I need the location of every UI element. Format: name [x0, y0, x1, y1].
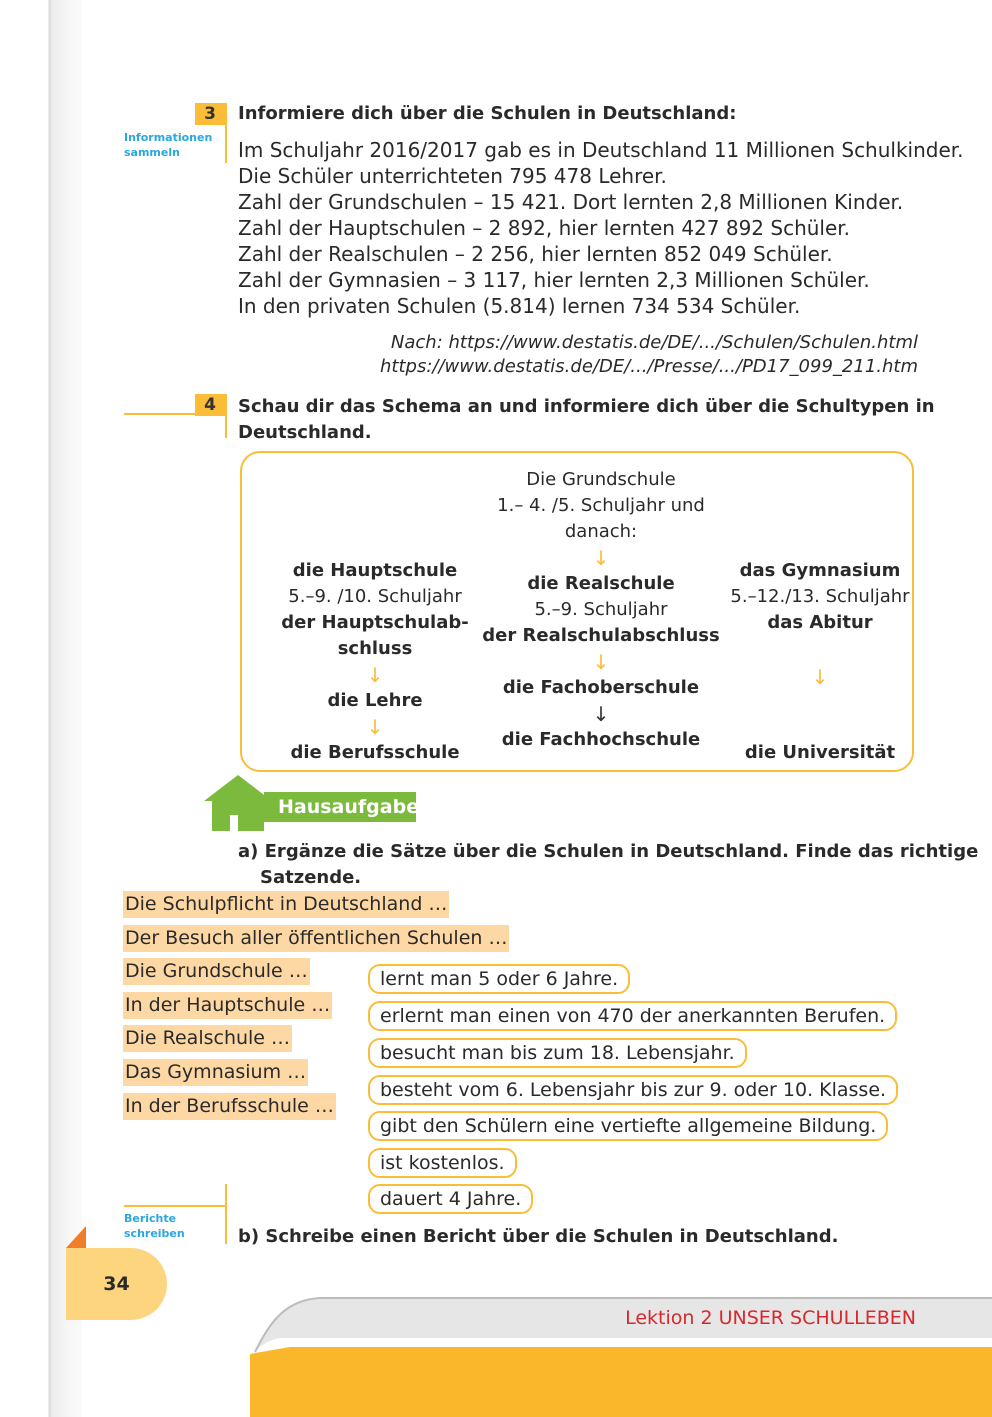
page-number: 34: [66, 1248, 167, 1320]
homework-task-b: b) Schreibe einen Bericht über die Schulen in Deutschland.: [238, 1226, 839, 1247]
side-label-informationen: Informationen sammeln: [124, 131, 213, 159]
task3-text: [238, 137, 964, 319]
sentence-start: Die Realschule …: [123, 1025, 292, 1052]
sentence-ending[interactable]: gibt den Schülern eine vertiefte allgemeine Bildung.: [368, 1111, 888, 1141]
task3-heading: Informiere dich über die Schulen in Deutschland:: [238, 103, 737, 124]
sentence-start: In der Hauptschule …: [123, 992, 332, 1019]
margin-line: [225, 103, 227, 163]
schema-left-column: die Hauptschule 5.–9. /10. Schuljahr der Hauptschulab- schluss ↓ die Lehre ↓ die Berufsschule: [270, 558, 480, 766]
margin-line: [124, 1205, 225, 1207]
text-line: Die Schüler unterrichteten 795 478 Lehrer.: [238, 164, 667, 188]
sentence-start: Die Schulpflicht in Deutschland …: [123, 891, 449, 918]
down-arrow-icon: ↓: [366, 663, 384, 687]
homework-task-a: a) Ergänze die Sätze über die Schulen in Deutschland. Finde das richtige Satzende.: [238, 841, 979, 888]
down-arrow-icon: ↓: [592, 650, 610, 674]
book-spine: [0, 0, 82, 1417]
sentence-ending[interactable]: erlernt man einen von 470 der anerkannten Berufen.: [368, 1001, 897, 1031]
task4-heading: Schau dir das Schema an und informiere dich über die Schultypen in Deutschland.: [238, 396, 935, 443]
schema-right-column: das Gymnasium 5.–12./13. Schuljahr das Abitur: [730, 560, 910, 633]
margin-line: [225, 1184, 227, 1244]
down-arrow-icon: ↓: [592, 546, 610, 570]
down-arrow-icon: ↓: [811, 665, 829, 689]
task-number-4: 4: [195, 394, 225, 416]
schema-universitaet: die Universität: [744, 742, 896, 763]
sentence-ending[interactable]: lernt man 5 oder 6 Jahre.: [368, 964, 630, 994]
sentence-start: Das Gymnasium …: [123, 1059, 308, 1086]
text-line: Zahl der Realschulen – 2 256, hier lernten 852 049 Schüler.: [238, 242, 833, 266]
source-citation: Nach: https://www.destatis.de/DE/.../Schulen/Schulen.html https://www.destatis.de/DE/.../Presse/.../PD17_099_211.htm: [380, 332, 918, 377]
down-arrow-icon: ↓: [366, 715, 384, 739]
sentence-ending[interactable]: ist kostenlos.: [368, 1148, 517, 1178]
sentence-ending[interactable]: besucht man bis zum 18. Lebensjahr.: [368, 1038, 747, 1068]
down-arrow-icon: ↓: [592, 702, 610, 726]
homework-label: Hausaufgabe: [264, 792, 416, 822]
task-number-3: 3: [195, 103, 225, 125]
schema-center-column: Die Grundschule 1.– 4. /5. Schuljahr und danach: ↓ die Realschule 5.–9. Schuljahr der Realschulabschluss ↓ die Fachoberschule ↓ die Fachhochschule: [480, 467, 722, 753]
text-line: Zahl der Hauptschulen – 2 892, hier lernten 427 892 Schüler.: [238, 216, 851, 240]
lesson-title: Lektion 2 UNSER SCHULLEBEN: [625, 1307, 916, 1329]
sentence-ending[interactable]: besteht vom 6. Lebensjahr bis zur 9. oder 10. Klasse.: [368, 1075, 898, 1105]
house-icon: [204, 775, 272, 831]
text-line: Im Schuljahr 2016/2017 gab es in Deutschland 11 Millionen Schulkinder.: [238, 138, 964, 162]
sentence-start: Die Grundschule …: [123, 958, 310, 985]
text-line: Zahl der Grundschulen – 15 421. Dort lernten 2,8 Millionen Kinder.: [238, 190, 904, 214]
sentence-start: In der Berufsschule …: [123, 1093, 336, 1120]
side-label-berichte: Berichte schreiben: [124, 1212, 185, 1240]
sentence-start: Der Besuch aller öffentlichen Schulen …: [123, 925, 509, 952]
margin-line: [225, 394, 227, 438]
text-line: In den privaten Schulen (5.814) lernen 734 534 Schüler.: [238, 294, 801, 318]
sentence-ending[interactable]: dauert 4 Jahre.: [368, 1184, 533, 1214]
page-corner-triangle: [66, 1226, 86, 1248]
text-line: Zahl der Gymnasien – 3 117, hier lernten 2,3 Millionen Schüler.: [238, 268, 870, 292]
